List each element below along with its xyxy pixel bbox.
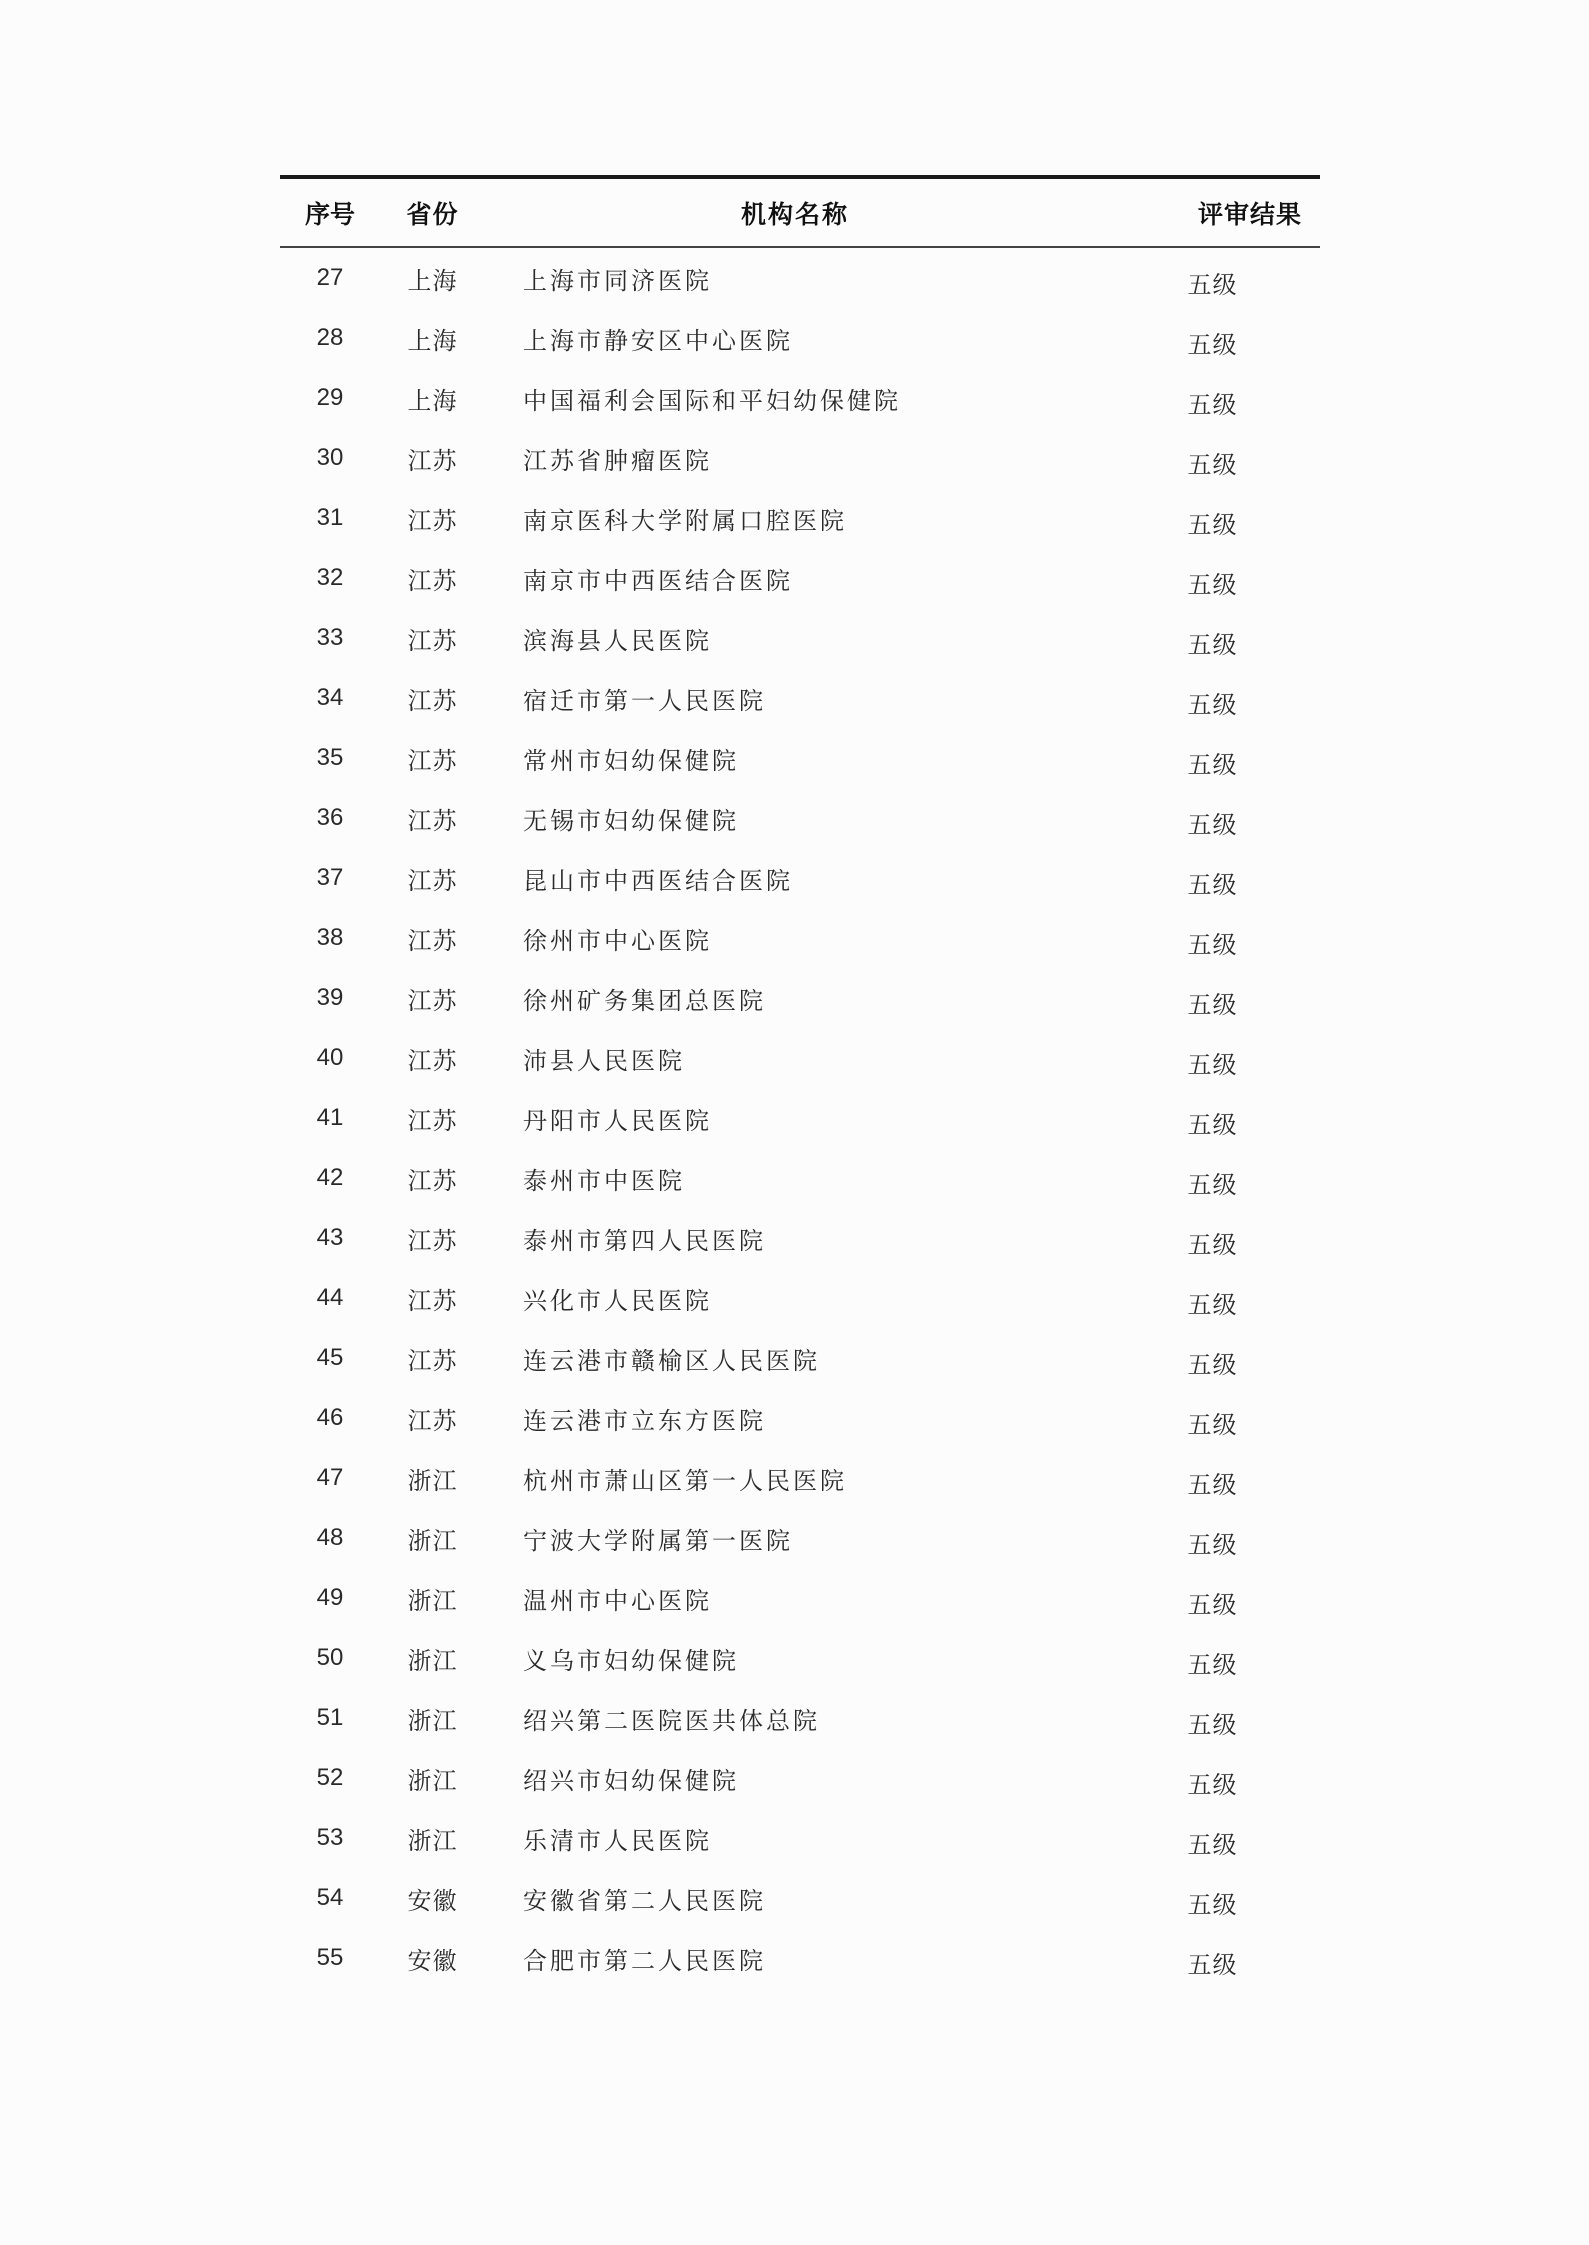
row-province: 江苏 — [407, 746, 458, 775]
row-name: 昆山市中西医结合医院 — [523, 866, 793, 895]
row-province: 安徽 — [407, 1946, 458, 1975]
row-province: 江苏 — [407, 446, 458, 475]
row-name: 合肥市第二人民医院 — [523, 1946, 766, 1975]
table-row — [280, 608, 1320, 668]
row-province: 江苏 — [407, 1166, 458, 1195]
row-no: 39 — [316, 984, 344, 1011]
row-result: 五级 — [1187, 1110, 1238, 1139]
row-result: 五级 — [1187, 1290, 1238, 1319]
row-no: 37 — [316, 864, 344, 891]
row-no: 34 — [316, 684, 344, 711]
row-name: 义乌市妇幼保健院 — [523, 1646, 739, 1675]
row-province: 江苏 — [407, 926, 458, 955]
row-no: 46 — [316, 1404, 344, 1431]
row-province: 上海 — [407, 326, 458, 355]
row-name: 泰州市中医院 — [523, 1166, 685, 1195]
table-row — [280, 1628, 1320, 1688]
table-body — [280, 248, 1320, 1988]
row-no: 52 — [316, 1764, 344, 1791]
row-no: 36 — [316, 804, 344, 831]
table-header — [280, 179, 1320, 246]
header-no: 序号 — [304, 199, 355, 229]
row-province: 江苏 — [407, 1226, 458, 1255]
row-name: 乐清市人民医院 — [523, 1826, 712, 1855]
row-province: 安徽 — [407, 1886, 458, 1915]
row-no: 55 — [316, 1944, 344, 1971]
table-row — [280, 1748, 1320, 1808]
row-province: 浙江 — [407, 1706, 458, 1735]
table-row — [280, 548, 1320, 608]
row-province: 浙江 — [407, 1526, 458, 1555]
table-row — [280, 1508, 1320, 1568]
row-no: 31 — [316, 504, 344, 531]
row-name: 滨海县人民医院 — [523, 626, 712, 655]
table-row — [280, 1928, 1320, 1988]
row-result: 五级 — [1187, 1890, 1238, 1919]
table-row — [280, 1388, 1320, 1448]
row-province: 江苏 — [407, 1046, 458, 1075]
hospital-rating-table — [280, 175, 1320, 1988]
row-name: 江苏省肿瘤医院 — [523, 446, 712, 475]
row-name: 绍兴市妇幼保健院 — [523, 1766, 739, 1795]
row-result: 五级 — [1187, 1650, 1238, 1679]
row-name: 南京医科大学附属口腔医院 — [523, 506, 847, 535]
row-name: 兴化市人民医院 — [523, 1286, 712, 1315]
row-no: 49 — [316, 1584, 344, 1611]
row-name: 宁波大学附属第一医院 — [523, 1526, 793, 1555]
row-province: 江苏 — [407, 566, 458, 595]
row-no: 53 — [316, 1824, 344, 1851]
header-name: 机构名称 — [740, 199, 849, 229]
row-no: 47 — [316, 1464, 344, 1491]
table-row — [280, 1568, 1320, 1628]
row-no: 44 — [316, 1284, 344, 1311]
row-no: 41 — [316, 1104, 344, 1131]
row-result: 五级 — [1187, 270, 1238, 299]
row-result: 五级 — [1187, 390, 1238, 419]
table-row — [280, 728, 1320, 788]
row-result: 五级 — [1187, 1830, 1238, 1859]
table-row — [280, 1268, 1320, 1328]
row-result: 五级 — [1187, 1470, 1238, 1499]
row-no: 38 — [316, 924, 344, 951]
row-no: 27 — [316, 264, 344, 291]
row-name: 徐州市中心医院 — [523, 926, 712, 955]
row-no: 28 — [316, 324, 344, 351]
row-no: 33 — [316, 624, 344, 651]
row-province: 浙江 — [407, 1826, 458, 1855]
table-row — [280, 668, 1320, 728]
table-row — [280, 1148, 1320, 1208]
row-name: 绍兴第二医院医共体总院 — [523, 1706, 820, 1735]
row-name: 沛县人民医院 — [523, 1046, 685, 1075]
table-row — [280, 308, 1320, 368]
row-result: 五级 — [1187, 810, 1238, 839]
row-result: 五级 — [1187, 690, 1238, 719]
row-no: 54 — [316, 1884, 344, 1911]
row-name: 丹阳市人民医院 — [523, 1106, 712, 1135]
table-row — [280, 1328, 1320, 1388]
table-row — [280, 1448, 1320, 1508]
table-row — [280, 1868, 1320, 1928]
row-province: 浙江 — [407, 1646, 458, 1675]
row-no: 45 — [316, 1344, 344, 1371]
row-result: 五级 — [1187, 630, 1238, 659]
row-result: 五级 — [1187, 510, 1238, 539]
row-no: 43 — [316, 1224, 344, 1251]
row-name: 安徽省第二人民医院 — [523, 1886, 766, 1915]
table-row — [280, 1808, 1320, 1868]
row-province: 江苏 — [407, 866, 458, 895]
row-province: 江苏 — [407, 1346, 458, 1375]
table-row — [280, 1208, 1320, 1268]
row-result: 五级 — [1187, 750, 1238, 779]
row-province: 江苏 — [407, 506, 458, 535]
row-name: 徐州矿务集团总医院 — [523, 986, 766, 1015]
table-row — [280, 428, 1320, 488]
row-result: 五级 — [1187, 1350, 1238, 1379]
row-result: 五级 — [1187, 1530, 1238, 1559]
table-row — [280, 848, 1320, 908]
row-no: 29 — [316, 384, 344, 411]
row-province: 上海 — [407, 266, 458, 295]
header-result: 评审结果 — [1197, 199, 1302, 229]
row-province: 浙江 — [407, 1466, 458, 1495]
row-no: 32 — [316, 564, 344, 591]
row-no: 40 — [316, 1044, 344, 1071]
row-name: 中国福利会国际和平妇幼保健院 — [523, 386, 901, 415]
table-row — [280, 488, 1320, 548]
row-province: 江苏 — [407, 986, 458, 1015]
row-name: 上海市静安区中心医院 — [523, 326, 793, 355]
row-province: 浙江 — [407, 1586, 458, 1615]
row-province: 江苏 — [407, 806, 458, 835]
table-row — [280, 368, 1320, 428]
row-no: 51 — [316, 1704, 344, 1731]
row-result: 五级 — [1187, 930, 1238, 959]
row-province: 江苏 — [407, 1286, 458, 1315]
row-result: 五级 — [1187, 990, 1238, 1019]
row-result: 五级 — [1187, 330, 1238, 359]
row-name: 泰州市第四人民医院 — [523, 1226, 766, 1255]
row-result: 五级 — [1187, 1410, 1238, 1439]
row-no: 48 — [316, 1524, 344, 1551]
row-result: 五级 — [1187, 1770, 1238, 1799]
row-result: 五级 — [1187, 570, 1238, 599]
row-result: 五级 — [1187, 1710, 1238, 1739]
row-province: 江苏 — [407, 1106, 458, 1135]
row-result: 五级 — [1187, 450, 1238, 479]
table-row — [280, 788, 1320, 848]
row-no: 35 — [316, 744, 344, 771]
header-province: 省份 — [406, 199, 459, 229]
row-result: 五级 — [1187, 1230, 1238, 1259]
row-result: 五级 — [1187, 1050, 1238, 1079]
table-row — [280, 1028, 1320, 1088]
row-province: 江苏 — [407, 1406, 458, 1435]
row-province: 江苏 — [407, 626, 458, 655]
table-row — [280, 1688, 1320, 1748]
row-province: 浙江 — [407, 1766, 458, 1795]
row-province: 江苏 — [407, 686, 458, 715]
row-name: 温州市中心医院 — [523, 1586, 712, 1615]
table-row — [280, 968, 1320, 1028]
row-no: 50 — [316, 1644, 344, 1671]
row-no: 30 — [316, 444, 344, 471]
row-name: 连云港市赣榆区人民医院 — [523, 1346, 820, 1375]
row-result: 五级 — [1187, 1950, 1238, 1979]
row-name: 连云港市立东方医院 — [523, 1406, 766, 1435]
row-name: 上海市同济医院 — [523, 266, 712, 295]
row-result: 五级 — [1187, 1170, 1238, 1199]
row-name: 宿迁市第一人民医院 — [523, 686, 766, 715]
table-row — [280, 248, 1320, 308]
row-name: 无锡市妇幼保健院 — [523, 806, 739, 835]
row-name: 杭州市萧山区第一人民医院 — [523, 1466, 847, 1495]
row-name: 常州市妇幼保健院 — [523, 746, 739, 775]
row-name: 南京市中西医结合医院 — [523, 566, 793, 595]
table-row — [280, 1088, 1320, 1148]
row-no: 42 — [316, 1164, 344, 1191]
row-province: 上海 — [407, 386, 458, 415]
row-result: 五级 — [1187, 1590, 1238, 1619]
row-result: 五级 — [1187, 870, 1238, 899]
table-row — [280, 908, 1320, 968]
